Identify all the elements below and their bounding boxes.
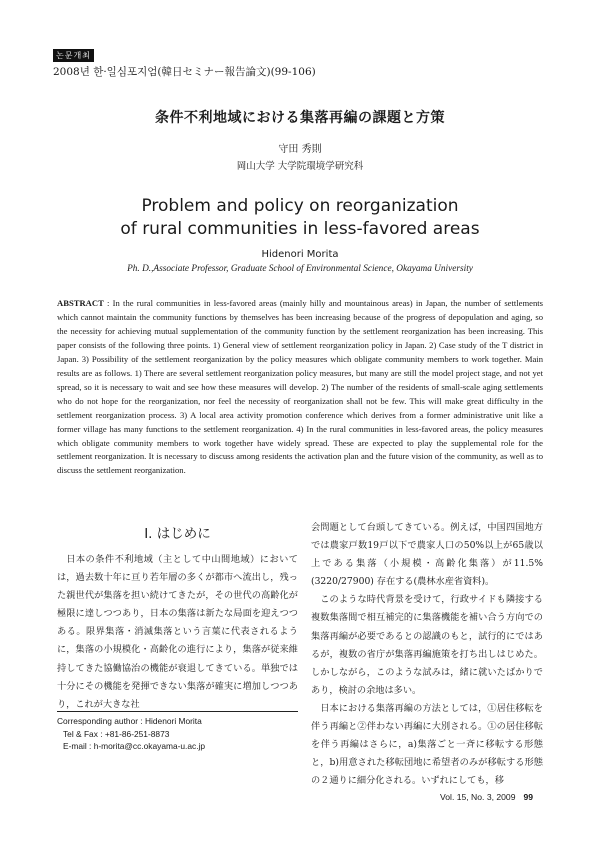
left-column-body xyxy=(57,551,298,714)
abstract xyxy=(57,297,543,478)
corresponding-author-note xyxy=(57,715,205,753)
title-english-line-1: Problem and policy on reorganization xyxy=(141,196,459,216)
section-heading: Ⅰ. はじめに xyxy=(144,526,211,542)
title-english xyxy=(0,195,600,241)
right-paragraph-1: 会問題として台頭してきている。例えば，中国四国地方では農家戸数19戸以下で農家人口の50%以上が65歳以上である集落（小規模・高齢化集落）が11.5%(3220/27900) 存在する(農林水産省資料)。 xyxy=(311,522,543,588)
right-paragraph-2: このような時代背景を受けて，行政サイドも隣接する複数集落間で相互補完的に集落機能を補い合う方向での集落再編が必要であるとの認識のもと，試行的にではあるが，複数の省庁が集落再編施策を打ち出しはじめた。しかしながら，このような試みは，緒に就いたばかりであり，検討の余地は多い。 xyxy=(311,594,543,696)
abstract-label: ABSTRACT xyxy=(57,298,104,308)
title-japanese: 条件不利地域における集落再編の課題と方策 xyxy=(155,110,445,126)
page-number: 99 xyxy=(523,792,534,802)
series-line: 2008년 한·일심포지엄(韓日セミナー報告論文)(99-106) xyxy=(53,66,316,78)
email: E-mail : h-morita@cc.okayama-u.ac.jp xyxy=(63,741,206,751)
affiliation-japanese: 岡山大学 大学院環境学研究科 xyxy=(236,161,364,172)
left-paragraph-1: 日本の条件不利地域（主として中山間地域）においては，過去数十年に亘り若年層の多くが都市へ流出し，残った親世代が集落を担い続けてきたが，その世代の高齢化が極限に達しつつあり，日本の集落は新たな局面を迎えつつある。限界集落・消滅集落という言葉に代表されるように，集落の小規模化・高齢化の進行により，集落が従来維持してきた協働協治の機能が衰退してきている。単独では十分にその機能を発揮できない集落が確実に増加しつつあり，これが大きな社 xyxy=(57,554,298,710)
abstract-text: : In the rural communities in less-favored areas (mainly hilly and mountainous areas) in Japan, the number of settlements which cannot maintain the community functions by themselves has been increasing because of the progress of depopulation and aging, so the necessity for achieving mutual supplementation of the community function by the settlement reorganization has been increasing. This paper consists of the following three points. 1) General view of settlement reorganization policy in Japan. 2) Case study of the T district in Japan. 3) Possibility of the settlement reorganization by the policy measures which obligate community members to work together. Main results are as follows. 1) There are several settlement reorganization policy measures, but many are still the model project stage, and not yet spread, so it is necessary to wait and see how these measures will develop. 2) The number of the residents of small-scale aging settlements who do not hope for the reorganization, nor feel the necessity of reorganization shall not be few. This will make great difficulty in the settlement reorganization process. 3) A local area activity promotion conference which derives from a former administrative unit like a former village has many functions to the settlement reorganization. 4) In the rural communities in less-favored areas, the policy measures which obligate community members to work together have widely spread. These are expected to play the supplemental role for the settlement reorganization. It is necessary to discuss among residents the activation plan and the future vision of the community, as well as to discuss the settlement reorganization. xyxy=(57,298,543,476)
title-english-line-2: of rural communities in less-favored areas xyxy=(120,219,480,239)
author-japanese: 守田 秀則 xyxy=(278,144,322,155)
page-footer xyxy=(440,792,533,802)
corresponding-author: Corresponding author : Hidenori Morita xyxy=(57,716,202,726)
affiliation-english: Ph. D.,Associate Professor, Graduate School of Environmental Science, Okayama University xyxy=(127,264,473,274)
header-badge: 논문개최 xyxy=(53,49,94,62)
right-paragraph-3: 日本における集落再編の方法としては，①居住移転を伴う再編と②伴わない再編に大別される。①の居住移転を伴う再編はさらに，a)集落ごと一斉に移転する形態と，b)用意された移転団地に希望者のみが移転する形態の２通りに細分化される。いずれにしても，移 xyxy=(311,702,543,787)
author-english: Hidenori Morita xyxy=(261,249,339,260)
right-column-body xyxy=(311,519,543,790)
tel-fax: Tel & Fax : +81-86-251-8873 xyxy=(63,728,170,739)
volume-info: Vol. 15, No. 3, 2009 xyxy=(440,792,516,802)
footnote-rule xyxy=(57,711,298,712)
